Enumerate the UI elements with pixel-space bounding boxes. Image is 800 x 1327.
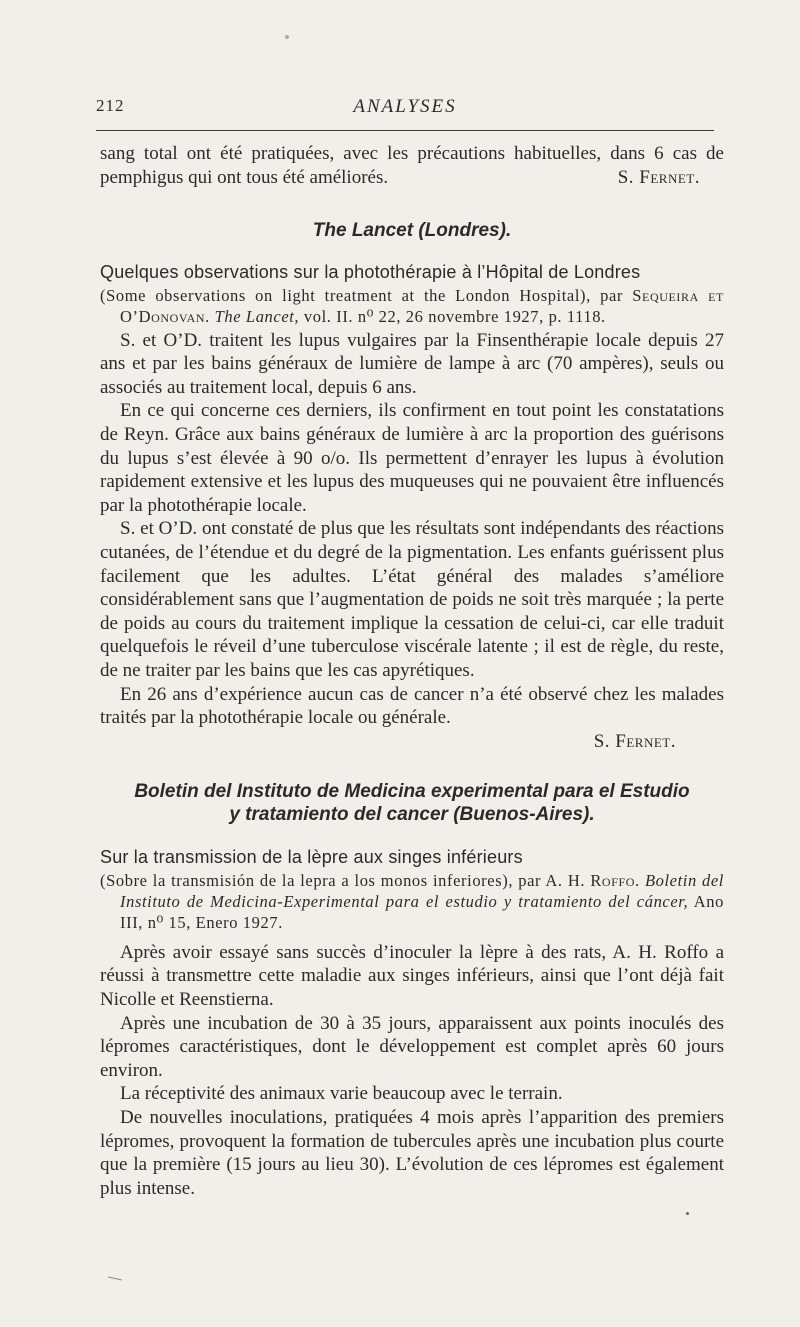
ink-dash <box>108 1277 122 1281</box>
signature: S. Fernet. <box>593 730 676 752</box>
article-title-phototherapy: Quelques observations sur la photothérapie à l’Hôpital de Londres <box>100 262 641 283</box>
continuation-signature: S. Fernet. <box>617 166 700 188</box>
ref-authors: Sequeira et O’Donovan. <box>120 285 724 326</box>
journal-title-line2: y tratamiento del cancer (Buenos-Aires). <box>229 804 595 826</box>
article-reference-lancet <box>100 285 724 327</box>
ref-details: Ano III, n⁰ 15, Enero 1927. <box>120 891 724 932</box>
journal-title-lancet: The Lancet (Londres). <box>312 220 512 242</box>
body-paragraph: S. et O’D. traitent les lupus vulgaires par la Finsenthérapie locale depuis 27 ans et par les bains généraux de lumière de lampe à arc (70 ampères), seuls ou associés au traitement local, depuis 6 ans. <box>100 329 724 398</box>
body-paragraph: En 26 ans d’expérience aucun cas de cancer n’a été observé chez les malades traités par la photothérapie locale ou générale. <box>100 683 724 729</box>
page-number: 212 <box>96 96 125 115</box>
running-head: ANALYSES <box>353 96 457 117</box>
body-paragraph: De nouvelles inoculations, pratiquées 4 mois après l’apparition des premiers lépromes, provoquent la formation de tubercules après une incubation plus courte que la première (15 jours au lieu 30). L’évolution de ces lépromes est également plus intense. <box>100 1107 724 1199</box>
ref-author: Roffo. <box>590 870 640 890</box>
ink-dot <box>686 1212 689 1215</box>
continuation-paragraph <box>100 142 724 189</box>
paper-speck <box>285 35 289 39</box>
continuation-text: sang total ont été pratiquées, avec les précautions habituelles, dans 6 cas de pemphigus qui ont tous été améliorés. <box>100 143 724 188</box>
ref-original-title: (Some observations on light treatment at the London Hospital), par <box>100 285 623 305</box>
body-paragraph: S. et O’D. ont constaté de plus que les résultats sont indépendants des réactions cutanées, de l’étendue et du degré de la pigmentation. Les enfants guérissent plus facilement que les adultes. L’état général des malades s’améliore considérablement sans que l’augmentation de poids ne soit très marquée ; la perte de poids au cours du traitement implique la cessation de celui-ci, car elle traduit quelquefois le réveil d’une tuberculose viscérale latente ; il est de règle, du reste, de ne traiter par les bains que les cas apyrétiques. <box>100 518 724 681</box>
page-header <box>96 96 714 120</box>
body-paragraph: En ce qui concerne ces derniers, ils confirment en tout point les constatations de Reyn. Grâce aux bains généraux de lumière à arc la proportion des guérisons du lupus s’est élevée à 90 o/o. Ils permettent d’enrayer les lupus à évolution rapidement extensive et les lupus des muqueuses qui ne pouvaient être influencés par la photothérapie locale. <box>100 400 724 516</box>
journal-title-line1: Boletin del Instituto de Medicina experimental para el Estudio <box>134 781 690 803</box>
ref-details: vol. II. n⁰ 22, 26 novembre 1927, p. 1118. <box>303 306 606 326</box>
body-paragraph: Après une incubation de 30 à 35 jours, apparaissent aux points inoculés des lépromes caractéristiques, dont le développement est complet après 60 jours environ. <box>100 1012 724 1081</box>
header-rule <box>96 130 714 131</box>
ref-journal: The Lancet, <box>214 306 300 326</box>
ref-original-title: (Sobre la transmisión de la lepra a los monos inferiores), par A. H. <box>100 870 586 890</box>
body-paragraph: La réceptivité des animaux varie beaucoup avec le terrain. <box>120 1083 563 1105</box>
journal-title-boletin <box>100 780 724 826</box>
article-title-leprosy: Sur la transmission de la lèpre aux singes inférieurs <box>100 847 523 868</box>
ref-journal: Boletin del Instituto de Medicina-Experimental para el estudio y tratamiento del cáncer, <box>120 870 724 911</box>
page-body <box>100 142 724 1200</box>
article-reference-boletin <box>100 870 724 933</box>
body-paragraph: Après avoir essayé sans succès d’inoculer la lèpre à des rats, A. H. Roffo a réussi à transmettre cette maladie aux singes inférieurs, ainsi que l’ont déjà fait Nicolle et Reenstierna. <box>100 941 724 1011</box>
